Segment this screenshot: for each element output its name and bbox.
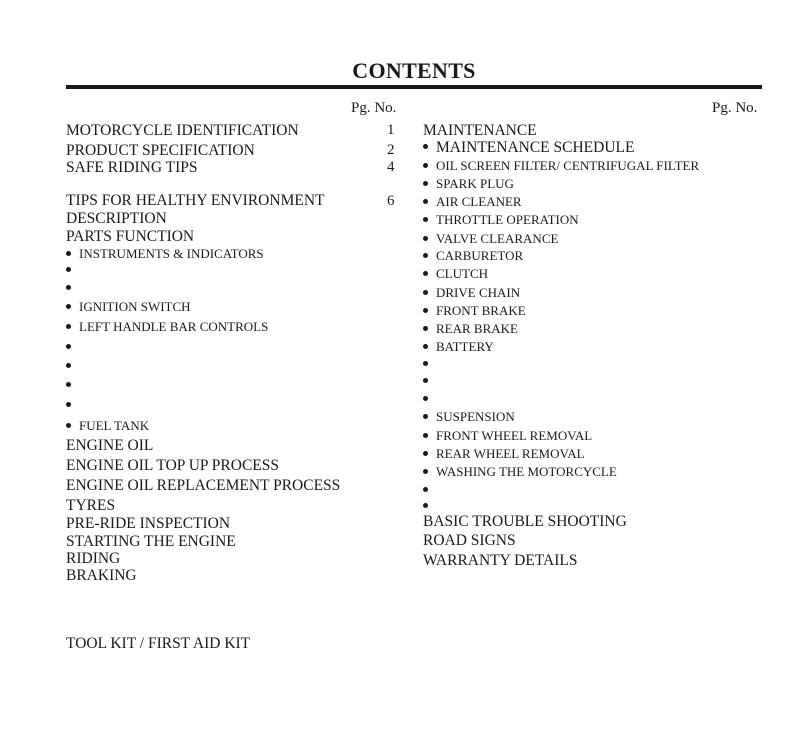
toc-subentry: FRONT BRAKE: [423, 303, 526, 319]
toc-page-number: 4: [387, 159, 395, 175]
bullet-icon: [66, 285, 71, 290]
bullet-icon: [423, 217, 428, 222]
toc-page-number: 2: [387, 142, 395, 158]
toc-subentry: FUEL TANK: [66, 418, 149, 434]
bullet-icon: [423, 396, 428, 401]
toc-subentry: FRONT WHEEL REMOVAL: [423, 428, 592, 444]
bullet-icon: [423, 181, 428, 186]
toc-subentry: REAR BRAKE: [423, 321, 518, 337]
toc-entry: PARTS FUNCTION: [66, 228, 195, 245]
bullet-icon: [423, 326, 428, 331]
bullet-icon: [66, 402, 71, 407]
toc-page-number: 6: [387, 193, 395, 209]
toc-entry: BRAKING: [66, 567, 137, 584]
bullet-icon: [423, 308, 428, 313]
toc-subentry: VALVE CLEARANCE: [423, 231, 558, 247]
toc-entry: ENGINE OIL TOP UP PROCESS: [66, 457, 280, 474]
toc-subentry: CLUTCH: [423, 266, 488, 282]
toc-subentry: MAINTENANCE SCHEDULE: [423, 139, 634, 157]
toc-subentry: DRIVE CHAIN: [423, 285, 520, 301]
bullet-icon: [423, 144, 428, 149]
bullet-icon: [423, 378, 428, 383]
toc-subentry: [66, 377, 79, 393]
bullet-icon: [66, 267, 71, 272]
bullet-icon: [423, 469, 428, 474]
toc-subentry: SUSPENSION: [423, 409, 515, 425]
bullet-icon: [66, 382, 71, 387]
bullet-icon: [423, 253, 428, 258]
toc-entry: BASIC TROUBLE SHOOTING: [423, 513, 627, 530]
toc-subentry: LEFT HANDLE BAR CONTROLS: [66, 319, 268, 335]
toc-subentry: [423, 482, 436, 498]
toc-subentry: [423, 373, 436, 389]
bullet-icon: [66, 363, 71, 368]
toc-subentry: IGNITION SWITCH: [66, 299, 191, 315]
bullet-icon: [423, 451, 428, 456]
bullet-icon: [423, 290, 428, 295]
toc-entry: MAINTENANCE: [423, 122, 537, 139]
toc-subentry: THROTTLE OPERATION: [423, 212, 579, 228]
toc-subentry: WASHING THE MOTORCYCLE: [423, 464, 617, 480]
toc-subentry: [66, 262, 79, 278]
toc-subentry: BATTERY: [423, 339, 494, 355]
bullet-icon: [423, 487, 428, 492]
bullet-icon: [423, 236, 428, 241]
toc-subentry: [66, 358, 79, 374]
bullet-icon: [423, 414, 428, 419]
toc-entry: SAFE RIDING TIPS: [66, 159, 198, 176]
page-number-header-left: Pg. No.: [351, 100, 397, 116]
bullet-icon: [66, 324, 71, 329]
toc-subentry: [423, 498, 436, 514]
toc-subentry: [66, 280, 79, 296]
toc-subentry: CARBURETOR: [423, 248, 523, 264]
toc-subentry: AIR CLEANER: [423, 194, 522, 210]
toc-entry: MOTORCYCLE IDENTIFICATION: [66, 122, 299, 139]
toc-subentry: REAR WHEEL REMOVAL: [423, 446, 585, 462]
bullet-icon: [423, 163, 428, 168]
toc-subentry: INSTRUMENTS & INDICATORS: [66, 246, 264, 262]
bullet-icon: [66, 251, 71, 256]
toc-entry: WARRANTY DETAILS: [423, 552, 578, 569]
toc-subentry: [66, 339, 79, 355]
toc-page-number: 1: [387, 122, 395, 138]
toc-subentry: SPARK PLUG: [423, 176, 514, 192]
toc-entry: ENGINE OIL REPLACEMENT PROCESS: [66, 477, 341, 494]
toc-subentry: [423, 356, 436, 372]
toc-entry: RIDING: [66, 550, 121, 567]
toc-entry: TOOL KIT / FIRST AID KIT: [66, 635, 251, 652]
toc-subentry: [66, 397, 79, 413]
page-number-header-right: Pg. No.: [712, 100, 758, 116]
bullet-icon: [423, 271, 428, 276]
toc-entry: PRODUCT SPECIFICATION: [66, 142, 255, 159]
toc-entry: TYRES: [66, 497, 116, 514]
bullet-icon: [423, 344, 428, 349]
toc-entry: ENGINE OIL: [66, 437, 154, 454]
title-divider: [66, 85, 762, 89]
bullet-icon: [66, 423, 71, 428]
toc-subentry: [423, 391, 436, 407]
toc-subentry: OIL SCREEN FILTER/ CENTRIFUGAL FILTER: [423, 158, 699, 174]
bullet-icon: [423, 199, 428, 204]
bullet-icon: [66, 344, 71, 349]
toc-entry: TIPS FOR HEALTHY ENVIRONMENT: [66, 192, 325, 209]
page-title: CONTENTS: [352, 58, 476, 83]
bullet-icon: [423, 433, 428, 438]
toc-entry: PRE-RIDE INSPECTION: [66, 515, 231, 532]
bullet-icon: [66, 304, 71, 309]
bullet-icon: [423, 503, 428, 508]
toc-entry: STARTING THE ENGINE: [66, 533, 236, 550]
toc-entry: DESCRIPTION: [66, 210, 167, 227]
bullet-icon: [423, 361, 428, 366]
toc-entry: ROAD SIGNS: [423, 532, 516, 549]
